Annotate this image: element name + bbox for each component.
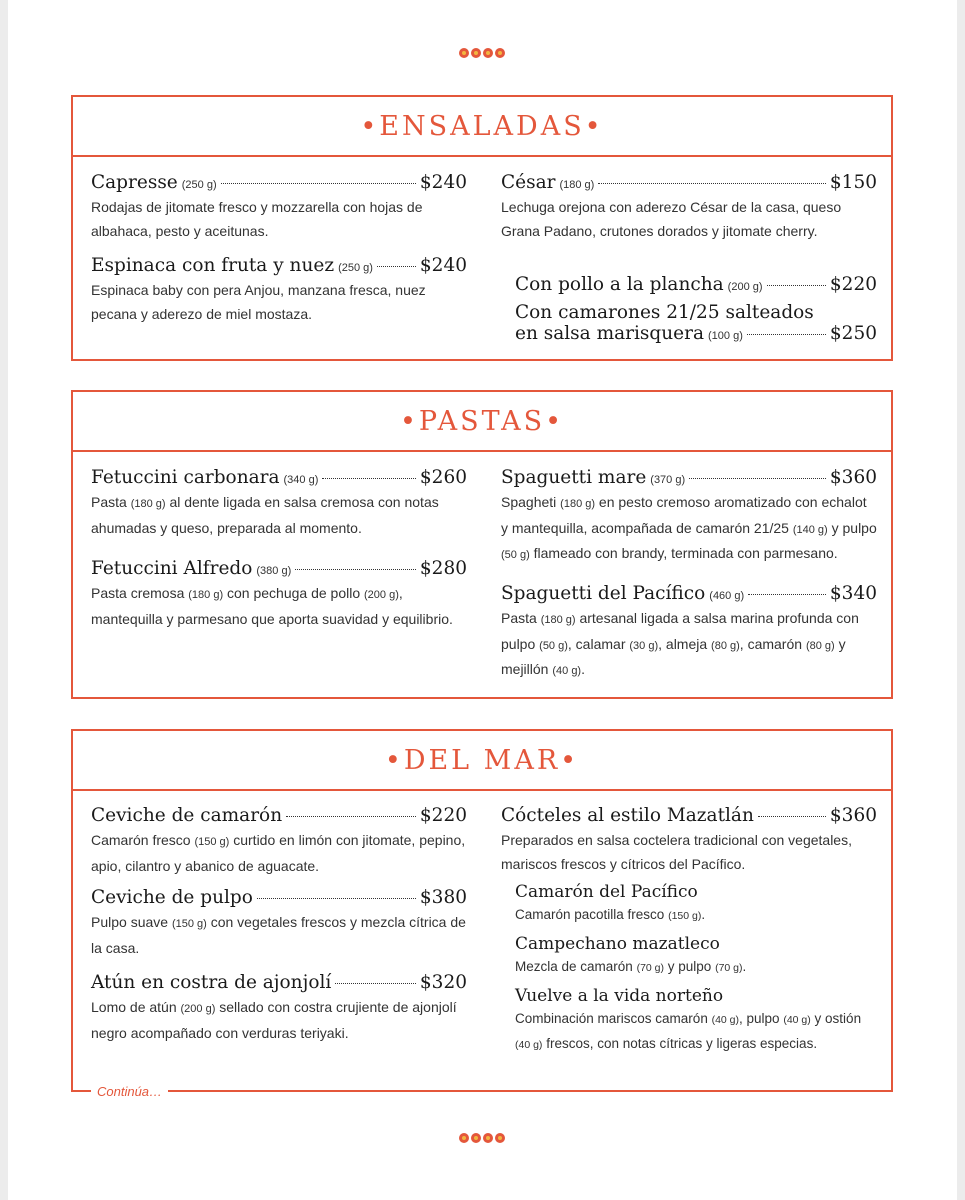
item-weight: (340 g) bbox=[283, 474, 319, 486]
item-weight: (370 g) bbox=[650, 474, 686, 486]
item-weight: (380 g) bbox=[256, 565, 292, 577]
subitem-description: Combinación mariscos camarón (40 g), pulpo (40 g) y ostión (40 g) frescos, con notas cítricas y ligeras especias. bbox=[515, 1011, 862, 1051]
item-name: Ceviche de camarón bbox=[91, 805, 283, 826]
continues-label: Continúa… bbox=[91, 1084, 168, 1099]
dotted-leader bbox=[767, 284, 826, 286]
item-description: Lechuga orejona con aderezo César de la casa, queso Grana Padano, crutones dorados y jitomate cherry. bbox=[501, 199, 842, 239]
menu-item bbox=[501, 583, 877, 684]
subitem-name: Camarón del Pacífico bbox=[515, 882, 698, 902]
item-name: Con camarones 21/25 salteados bbox=[515, 302, 814, 323]
menu-item bbox=[501, 805, 877, 876]
dotted-leader bbox=[295, 568, 416, 570]
item-price: $360 bbox=[829, 805, 877, 826]
menu-item bbox=[91, 172, 467, 243]
item-weight: (460 g) bbox=[709, 590, 745, 602]
menu-item bbox=[91, 887, 467, 960]
item-name: César bbox=[501, 172, 556, 193]
item-name: Con pollo a la plancha bbox=[515, 274, 724, 295]
section-title: •ENSALADAS• bbox=[360, 110, 604, 142]
item-price: $280 bbox=[419, 558, 467, 579]
item-name: Espinaca con fruta y nuez bbox=[91, 255, 335, 276]
item-name: Atún en costra de ajonjolí bbox=[91, 972, 332, 993]
dotted-leader bbox=[598, 182, 826, 184]
item-weight: (180 g) bbox=[559, 179, 595, 191]
menu-item bbox=[91, 255, 467, 326]
menu-subitem bbox=[515, 302, 877, 344]
menu-subitem bbox=[515, 986, 877, 1057]
dotted-leader bbox=[689, 477, 826, 479]
dotted-leader bbox=[335, 982, 416, 984]
subitem-description: Mezcla de camarón (70 g) y pulpo (70 g). bbox=[515, 959, 747, 974]
section-title: •PASTAS• bbox=[399, 405, 565, 437]
menu-subitem bbox=[515, 934, 877, 980]
menu-item bbox=[501, 467, 877, 568]
item-price: $240 bbox=[419, 255, 467, 276]
dotted-leader bbox=[257, 897, 416, 899]
item-price: $260 bbox=[419, 467, 467, 488]
menu-item bbox=[91, 805, 467, 878]
item-description: Pulpo suave (150 g) con vegetales frescos y mezcla cítrica de la casa. bbox=[91, 914, 466, 956]
item-price: $250 bbox=[829, 323, 877, 344]
item-description: Camarón fresco (150 g) curtido en limón con jitomate, pepino, apio, cilantro y abanico de aguacate. bbox=[91, 832, 466, 874]
item-description: Pasta cremosa (180 g) con pechuga de pollo (200 g), mantequilla y parmesano que aporta suavidad y equilibrio. bbox=[91, 585, 453, 627]
section-pastas bbox=[71, 390, 893, 699]
dotted-leader bbox=[377, 265, 416, 267]
item-name: Cócteles al estilo Mazatlán bbox=[501, 805, 754, 826]
dotted-leader bbox=[747, 333, 826, 335]
item-description: Rodajas de jitomate fresco y mozzarella con hojas de albahaca, pesto y aceitunas. bbox=[91, 199, 423, 239]
flower-ornament-icon bbox=[458, 1131, 506, 1145]
item-weight: (100 g) bbox=[708, 330, 743, 342]
dotted-leader bbox=[322, 477, 416, 479]
item-description: Pasta (180 g) al dente ligada en salsa cremosa con notas ahumadas y queso, preparada al momento. bbox=[91, 494, 439, 536]
item-name: Fetuccini Alfredo bbox=[91, 558, 253, 579]
item-price: $340 bbox=[829, 583, 877, 604]
subitem-name: Campechano mazatleco bbox=[515, 934, 720, 954]
subitem-name: Vuelve a la vida norteño bbox=[515, 986, 724, 1006]
item-price: $220 bbox=[419, 805, 467, 826]
menu-item bbox=[501, 172, 877, 243]
menu-page bbox=[8, 0, 957, 1200]
item-price: $360 bbox=[829, 467, 877, 488]
subitem-description: Camarón pacotilla fresco (150 g). bbox=[515, 907, 706, 922]
item-weight: (200 g) bbox=[727, 281, 763, 293]
menu-item bbox=[91, 972, 467, 1045]
item-description: Lomo de atún (200 g) sellado con costra crujiente de ajonjolí negro acompañado con verduras teriyaki. bbox=[91, 999, 457, 1041]
item-name: Capresse bbox=[91, 172, 178, 193]
section-header bbox=[73, 731, 891, 791]
menu-item bbox=[91, 558, 467, 631]
dotted-leader bbox=[221, 182, 416, 184]
item-name: en salsa marisquera bbox=[515, 323, 704, 344]
item-name: Spaguetti mare bbox=[501, 467, 647, 488]
section-ensaladas bbox=[71, 95, 893, 361]
item-price: $240 bbox=[419, 172, 467, 193]
item-description: Pasta (180 g) artesanal ligada a salsa marina profunda con pulpo (50 g), calamar (30 g), almeja (80 g), camarón (80 g) y mejillón (40 g). bbox=[501, 610, 859, 677]
dotted-leader bbox=[748, 593, 826, 595]
item-price: $380 bbox=[419, 887, 467, 908]
item-name: Spaguetti del Pacífico bbox=[501, 583, 706, 604]
menu-item bbox=[91, 467, 467, 540]
item-weight: (250 g) bbox=[338, 262, 373, 274]
menu-subitem bbox=[515, 274, 877, 295]
item-description: Espinaca baby con pera Anjou, manzana fresca, nuez pecana y aderezo de miel mostaza. bbox=[91, 282, 426, 322]
dotted-leader bbox=[758, 815, 826, 817]
dotted-leader bbox=[286, 815, 416, 817]
item-name: Fetuccini carbonara bbox=[91, 467, 280, 488]
item-price: $220 bbox=[829, 274, 877, 295]
section-title: •DEL MAR• bbox=[384, 744, 580, 776]
item-weight: (250 g) bbox=[181, 179, 217, 191]
section-header bbox=[73, 392, 891, 452]
menu-subitem bbox=[515, 882, 877, 928]
item-name: Ceviche de pulpo bbox=[91, 887, 253, 908]
item-description: Spagheti (180 g) en pesto cremoso aromatizado con echalot y mantequilla, acompañada de camarón 21/25 (140 g) y pulpo (50 g) flameado con brandy, terminada con parmesano. bbox=[501, 494, 877, 561]
item-price: $150 bbox=[829, 172, 877, 193]
item-price: $320 bbox=[419, 972, 467, 993]
item-description: Preparados en salsa coctelera tradicional con vegetales, mariscos frescos y cítricos del Pacífico. bbox=[501, 832, 852, 872]
section-del-mar bbox=[71, 729, 893, 1099]
flower-ornament-icon bbox=[458, 46, 506, 60]
section-header bbox=[73, 97, 891, 157]
